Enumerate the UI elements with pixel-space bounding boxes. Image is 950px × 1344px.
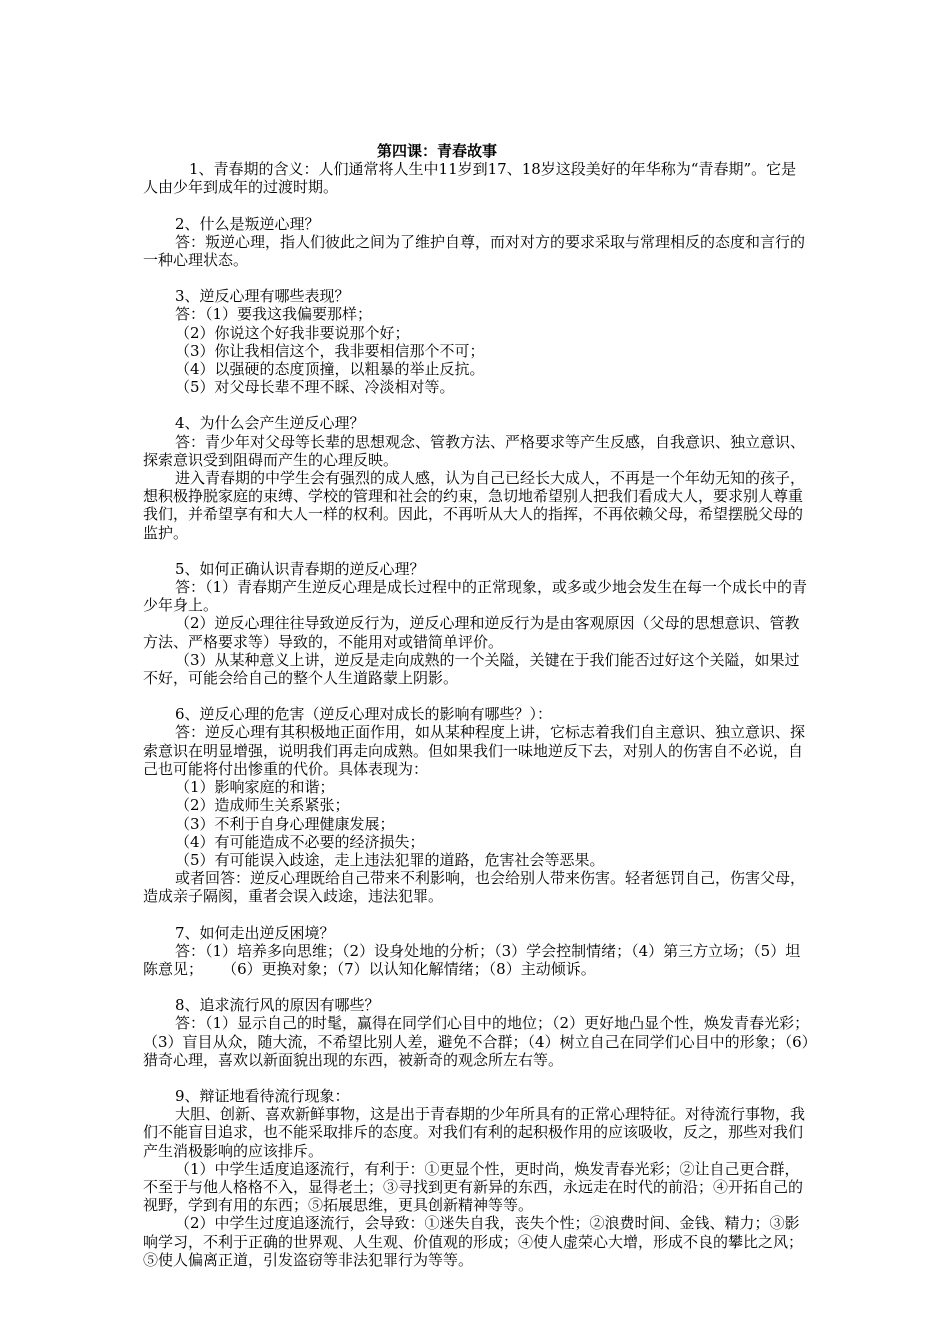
section-9-paragraph: （1）中学生适度追逐流行，有利于：①更显个性，更时尚，焕发青春光彩；②让自己更合群，不至于与他人格格不入，显得老土；③寻找到更有新异的东西，永远走在时代的前沿；④开拓自己的视野，学到有用的东西；⑤拓展思维，更具创新精神等等。: [143, 1159, 804, 1215]
section-7-answer: 答：（1）培养多向思维；（2）设身处地的分析；（3）学会控制情绪；（4）第三方立场；（5）坦陈意见； （6）更换对象；（7）以认知化解情绪；（8）主动倾诉。: [143, 941, 801, 978]
section-5-question: 5、如何正确认识青春期的逆反心理？: [175, 559, 425, 578]
section-5-paragraph: （3）从某种意义上讲，逆反是走向成熟的一个关隘，关键在于我们能否过好这个关隘，如果过不好，可能会给自己的整个人生道路蒙上阴影。: [143, 650, 800, 688]
section-5: [143, 560, 811, 687]
section-9-question: 9、辩证地看待流行现象：: [175, 1086, 350, 1105]
document-body: [143, 142, 811, 1287]
section-3-item: （5）对父母长辈不理不睬、冷淡相对等。: [175, 378, 455, 397]
section-8-question: 8、追求流行风的原因有哪些？: [175, 996, 380, 1015]
section-4-paragraph: 进入青春期的中学生会有强烈的成人感，认为自己已经长大成人，不再是一个年幼无知的孩子，想积极挣脱家庭的束缚、学校的管理和社会的约束，急切地希望别人把我们看成大人，要求别人尊重我们，并希望享有和大人一样的权利。因此，不再听从大人的指挥，不再依赖父母，希望摆脱父母的监护。: [143, 469, 806, 542]
section-6-answer: 答：逆反心理有其积极地正面作用，如从某种程度上讲，它标志着我们自主意识、独立意识、探索意识在明显增强，说明我们再走向成熟。但如果我们一味地逆反下去，对别人的伤害自不必说，自己也可能将付出惨重的代价。具体表现为：: [143, 723, 806, 778]
section-6: [143, 705, 811, 905]
section-3-item: （2）你说这个好我非要说那个好；: [175, 323, 410, 342]
section-2-question: 2、什么是叛逆心理？: [175, 214, 320, 233]
section-3-item: 答：（1）要我这我偏要那样；: [175, 305, 373, 324]
section-6-item: （3）不利于自身心理健康发展；: [175, 814, 395, 833]
section-3: [143, 287, 811, 396]
section-6-item: （2）造成师生关系紧张；: [175, 796, 350, 815]
section-3-question: 3、逆反心理有哪些表现？: [175, 287, 350, 306]
section-5-answer: 答：（1）青春期产生逆反心理是成长过程中的正常现象，或多或少地会发生在每一个成长中的青少年身上。: [143, 578, 808, 615]
section-6-item: （5）有可能误入歧途，走上违法犯罪的道路，危害社会等恶果。: [175, 850, 605, 869]
section-4-question: 4、为什么会产生逆反心理？: [175, 414, 365, 433]
section-2: [143, 215, 811, 270]
section-6-question: 6、逆反心理的危害（逆反心理对成长的影响有哪些？）：: [175, 705, 553, 724]
section-4-answer: 答：青少年对父母等长辈的思想观念、管教方法、严格要求等产生反感，自我意识、独立意识、探索意识受到阻碍而产生的心理反映。: [143, 432, 806, 469]
section-6-item: （1）影响家庭的和谐；: [175, 778, 335, 797]
section-6-item: （4）有可能造成不必要的经济损失；: [175, 832, 425, 851]
section-6-alternative-answer: 或者回答：逆反心理既给自己带来不利影响，也会给别人带来伤害。轻者惩罚自己，伤害父母，造成亲子隔阂，重者会误入歧途，违法犯罪。: [143, 869, 806, 906]
section-8-answer: 答：（1）显示自己的时髦，赢得在同学们心目中的地位；（2）更好地凸显个性，焕发青春光彩；（3）盲目从众，随大流，不希望比别人差，避免不合群；（4）树立自己在同学们心目中的形象；（6）猎奇心理，喜欢以新面貌出现的东西，被新奇的观念所左右等。: [143, 1014, 810, 1069]
section-1: [143, 160, 811, 196]
section-8: [143, 996, 811, 1069]
section-2-answer: 答：叛逆心理，指人们彼此之间为了维护自尊，而对对方的要求采取与常理相反的态度和言行的一种心理状态。: [143, 232, 806, 270]
section-1-paragraph: 1、青春期的含义：人们通常将人生中11岁到17、18岁这段美好的年华称为“青春期”。它是人由少年到成年的过渡时期。: [143, 160, 797, 197]
section-9-paragraph: （2）中学生过度追逐流行，会导致：①迷失自我，丧失个性；②浪费时间、金钱、精力；③影响学习，不利于正确的世界观、人生观、价值观的形成；④使人虚荣心大增，形成不良的攀比之风；⑤使人偏离正道，引发盗窃等非法犯罪行为等等。: [143, 1214, 804, 1269]
section-7-question: 7、如何走出逆反困境？: [175, 923, 335, 942]
section-9-paragraph: 大胆、创新、喜欢新鲜事物，这是出于青春期的少年所具有的正常心理特征。对待流行事物，我们不能盲目追求，也不能采取排斥的态度。对我们有利的起积极作用的应该吸收，反之，那些对我们产生消极影响的应该排斥。: [143, 1105, 806, 1160]
section-4: [143, 414, 811, 541]
section-5-paragraph: （2）逆反心理往往导致逆反行为，逆反心理和逆反行为是由客观原因（父母的思想意识、管教方法、严格要求等）导致的，不能用对或错简单评价。: [143, 614, 800, 651]
page-title: 第四课：青春故事: [376, 142, 497, 160]
section-3-item: （4）以强硬的态度顶撞，以粗暴的举止反抗。: [175, 360, 485, 379]
section-9: [143, 1087, 811, 1269]
section-7: [143, 924, 811, 979]
section-3-item: （3）你让我相信这个，我非要相信那个不可；: [175, 341, 485, 360]
